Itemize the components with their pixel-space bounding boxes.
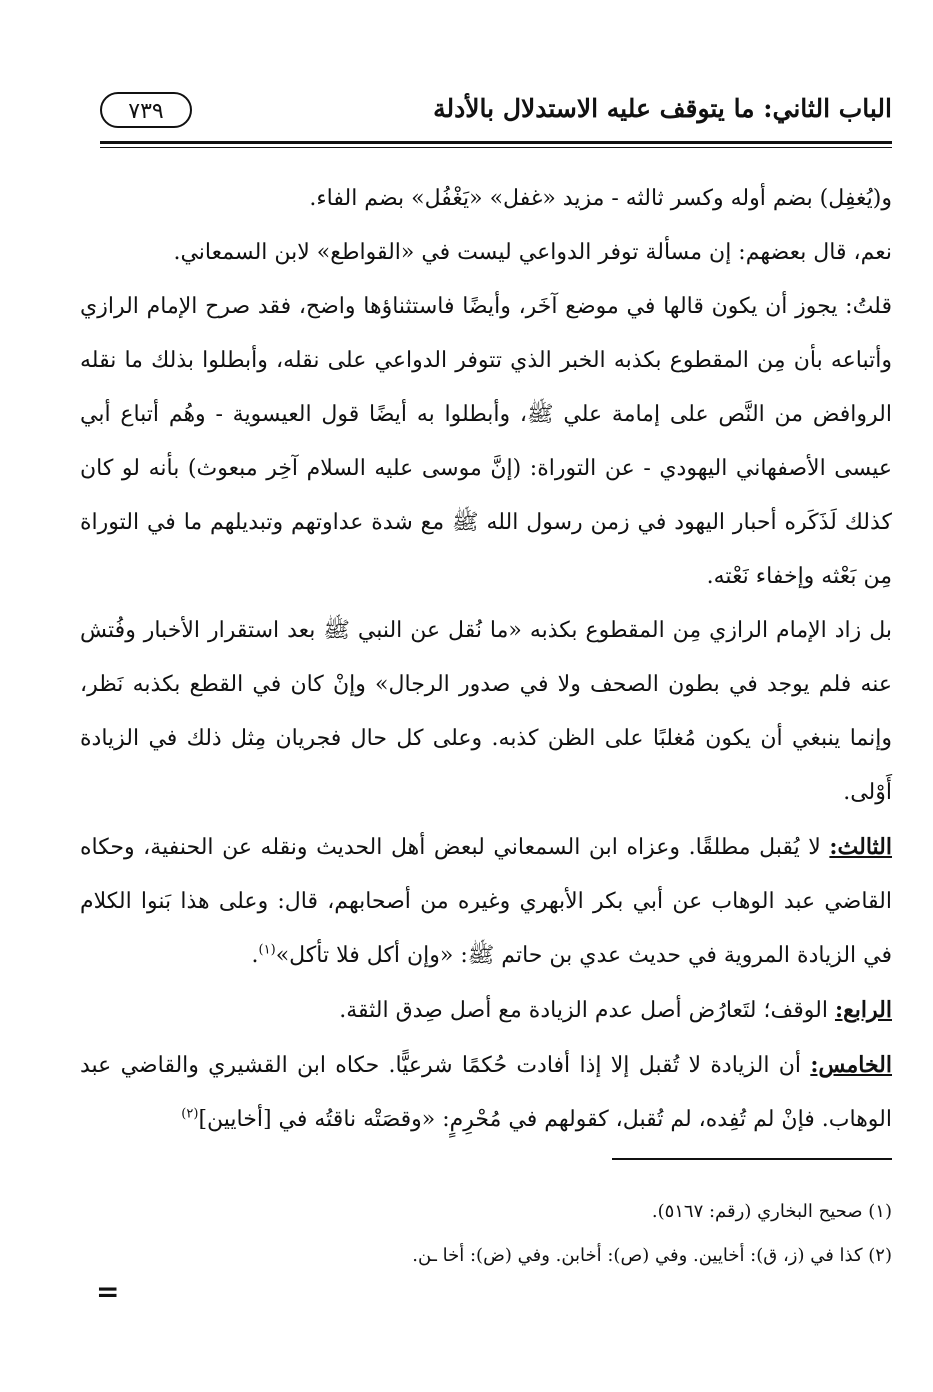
opinion-label-third: الثالث: bbox=[829, 834, 892, 860]
footnote-1: (١) صحيح البخاري (رقم: ٥١٦٧). bbox=[651, 1201, 892, 1222]
opinion-label-fifth: الخامس: bbox=[810, 1052, 892, 1078]
footnote-2: (٢) كذا في (ز، ق): أخايين. وفي (ص): أخابن. وفي (ض): أخا ـن. bbox=[412, 1245, 892, 1266]
page-number-badge: ٧٣٩ bbox=[100, 92, 192, 128]
footnote-separator bbox=[612, 1158, 892, 1160]
paragraph-5-text: لا يُقبل مطلقًا. وعزاه ابن السمعاني لبعض أهل الحديث ونقله عن الحنفية، وحكاه القاضي عبد الوهاب عن أبي بكر الأبهري وغيره من أصحابهم، قال: وعلى هذا بَنوا الكلام في الزيادة المروية في حديث عدي بن حاتم ﷺ: «وإن أكل فلا تأكل» bbox=[80, 835, 892, 968]
paragraph-7-text: أن الزيادة لا تُقبل إلا إذا أفادت حُكمًا شرعيًّا. حكاه ابن القشيري والقاضي عبد الوهاب. فإنْ لم تُفِده، لم تُقبل، كقولهم في مُحْرِمٍ: «وقصَتْه ناقتُه في [أخايين] bbox=[80, 1053, 892, 1132]
paragraph-6 bbox=[80, 983, 892, 1038]
footnotes bbox=[80, 1190, 892, 1278]
continuation-mark: = bbox=[96, 1275, 120, 1308]
header-rule-thick bbox=[100, 141, 892, 144]
chapter-title: الباب الثاني: ما يتوقف عليه الاستدلال بالأدلة bbox=[433, 94, 892, 123]
paragraph-7 bbox=[80, 1038, 892, 1147]
paragraph-3: قلتُ: يجوز أن يكون قالها في موضع آخَر، وأيضًا فاستثناؤها واضح، فقد صرح الإمام الرازي وأتباعه بأن مِن المقطوع بكذبه الخبر الذي تتوفر الدواعي على نقله، وأبطلوا بذلك ما نقله الروافض من النَّص على إمامة علي ﷺ، وأبطلوا به أيضًا قول العيسوية - وهُم أتباع أبي عيسى الأصفهاني اليهودي - عن التوراة: (إنَّ موسى عليه السلام آخِر مبعوث) بأنه لو كان كذلك لَذَكَره أحبار اليهود في زمن رسول الله ﷺ مع شدة عداوتهم وتبديلهم ما في التوراة مِن بَعْثه وإخفاء نَعْته. bbox=[80, 294, 892, 589]
footnote-ref-1[interactable]: (١) bbox=[258, 942, 276, 958]
paragraph-1: و(يُغفِل) بضم أوله وكسر ثالثه - مزيد «غفل» «يَغْفُل» بضم الفاء. bbox=[309, 186, 892, 211]
footnote-ref-2[interactable]: (٢) bbox=[181, 1106, 199, 1122]
main-text bbox=[80, 172, 892, 1147]
header-rule-thin bbox=[100, 147, 892, 148]
page-header bbox=[100, 92, 892, 136]
paragraph-4: بل زاد الإمام الرازي مِن المقطوع بكذبه «ما نُقل عن النبي ﷺ بعد استقرار الأخبار وفُتش عنه فلم يوجد في بطون الصحف ولا في صدور الرجال» وإنْ كان في القطع بكذبه نَظر، وإنما ينبغي أن يكون مُغلبًا على الظن كذبه. وعلى كل حال فجريان مِثل ذلك في الزيادة أَوْلى. bbox=[80, 618, 892, 805]
paragraph-2: نعم، قال بعضهم: إن مسألة توفر الدواعي ليست في «القواطع» لابن السمعاني. bbox=[173, 240, 892, 265]
paragraph-5 bbox=[80, 820, 892, 983]
paragraph-6-text: الوقف؛ لتَعارُض أصل عدم الزيادة مع أصل صِدق الثقة. bbox=[339, 998, 835, 1023]
opinion-label-fourth: الرابع: bbox=[834, 997, 892, 1023]
paragraph-5-end: . bbox=[251, 943, 259, 968]
